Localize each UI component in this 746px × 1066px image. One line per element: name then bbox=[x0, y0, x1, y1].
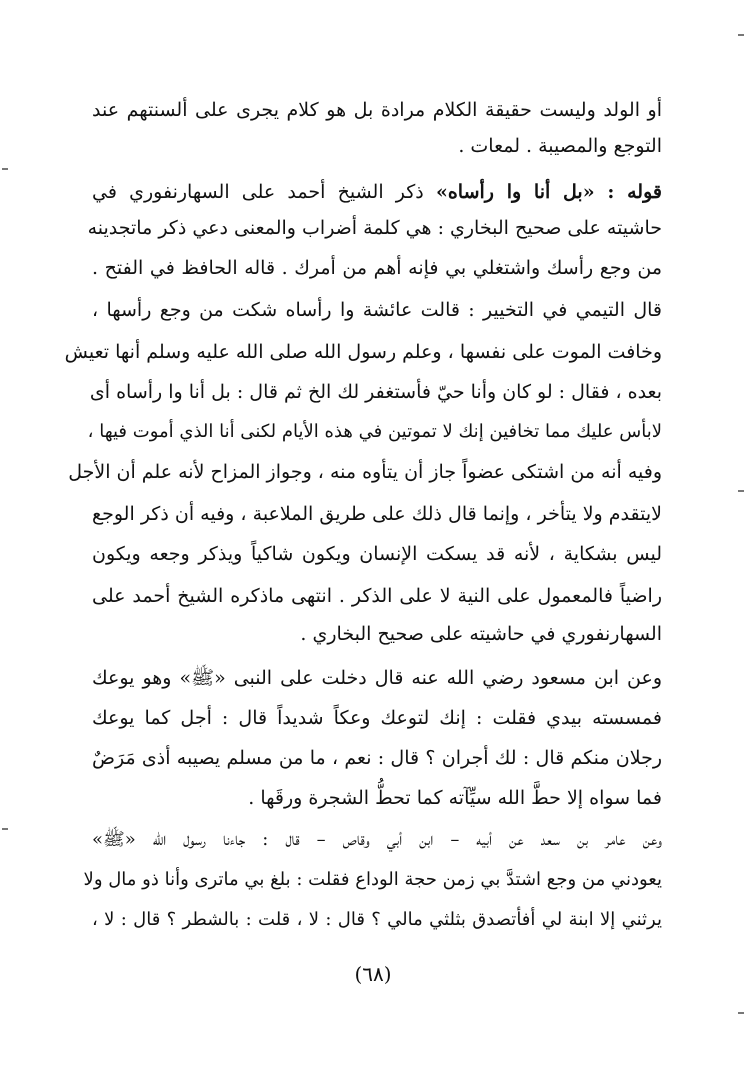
scan-mark bbox=[738, 490, 744, 492]
text-line: لابأس عليك مما تخافين إنك لا تموتين في هذه الأيام لكنى أنا الذي أموت فيها ، bbox=[87, 421, 662, 442]
text-line: يعودني من وجع اشتدَّ بي زمن حجة الوداع فقلت : بلغ بي ماترى وأنا ذو مال ولا bbox=[83, 869, 662, 890]
text-line: بعده ، فقال : لو كان وأنا حيّ فأستغفر لك الخ ثم قال : بل أنا وا رأساه أى bbox=[89, 381, 662, 403]
scan-mark bbox=[738, 1012, 744, 1014]
lead-phrase: قوله : «بل أنا وا رأساه» bbox=[435, 181, 662, 203]
page-number: (٦٨) bbox=[354, 962, 392, 986]
text-line: التوجع والمصيبة . لمعات . bbox=[458, 135, 662, 157]
text-line: فمسسته بيدي فقلت : إنك لتوعك وعكاً شديداً قال : أجل كما يوعك bbox=[92, 707, 662, 729]
text-line: حاشيته على صحيح البخاري : هي كلمة أضراب والمعنى دعي ذكر ماتجدينه bbox=[87, 217, 662, 239]
text-segment: ذكر الشيخ أحمد على السهارنفوري في bbox=[92, 181, 424, 203]
text-line: من وجع رأسك واشتغلي بي فإنه أهم من أمرك . قاله الحافظ في الفتح . bbox=[92, 257, 662, 279]
text-line: فما سواه إلا حطَّ الله سيِّآته كما تحطُّ الشجرة ورقَها . bbox=[248, 787, 662, 809]
text-line: ليس بشكاية ، لأنه قد يسكت الإنسان ويكون شاكياً ويذكر وجعه ويكون bbox=[92, 543, 662, 565]
text-line: وعن عامر بن سعد عن أبيه – ابن أبي وقاص – قال : جاءنا رسول الله «ﷺ» bbox=[92, 829, 662, 850]
text-line: راضياً فالمعمول على النية لا على الذكر . انتهى ماذكره الشيخ أحمد على bbox=[92, 585, 662, 607]
scan-mark bbox=[2, 168, 8, 170]
text-line: لايتقدم ولا يتأخر ، وإنما قال ذلك على طريق الملاعبة ، وفيه أن ذكر الوجع bbox=[92, 503, 662, 525]
text-line: وفيه أنه من اشتكى عضواً جاز أن يتأوه منه ، وجواز المزاح لأنه علم أن الأجل bbox=[68, 461, 662, 483]
text-line: وخافت الموت على نفسها ، وعلم رسول الله صلى الله عليه وسلم أنها تعيش bbox=[64, 341, 662, 363]
text-line: رجلان منكم قال : لك أجران ؟ قال : نعم ، ما من مسلم يصيبه أذى مَرَضٌ bbox=[92, 747, 662, 769]
text-line: قال التيمي في التخيير : قالت عائشة وا رأساه شكت من وجع رأسها ، bbox=[92, 299, 662, 321]
text-line: أو الولد وليست حقيقة الكلام مرادة بل هو كلام يجرى على ألسنتهم عند bbox=[92, 99, 662, 121]
text-line: السهارنفوري في حاشيته على صحيح البخاري . bbox=[300, 623, 662, 645]
text-line: وعن ابن مسعود رضي الله عنه قال دخلت على النبى «ﷺ» وهو يوعك bbox=[92, 667, 662, 689]
scan-mark bbox=[2, 828, 8, 830]
scan-mark bbox=[738, 34, 744, 36]
text-line bbox=[92, 178, 662, 206]
text-line: يرثني إلا ابنة لي أفأتصدق بثلثي مالي ؟ قال : لا ، قلت : بالشطر ؟ قال : لا ، bbox=[92, 909, 662, 930]
